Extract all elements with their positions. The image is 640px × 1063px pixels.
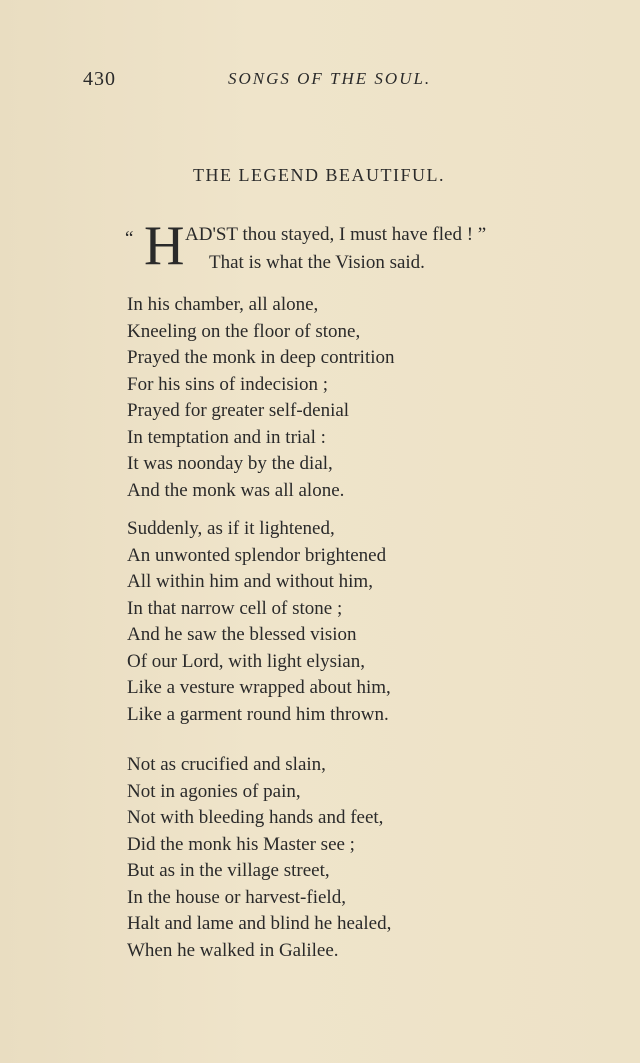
verse-line: In temptation and in trial : [127,426,326,448]
opening-line-1: AD'ST thou stayed, I must have fled ! ” [185,224,487,245]
verse-line: An unwonted splendor brightened [127,544,387,566]
verse-line: And the monk was all alone. [127,479,345,501]
verse-line: In his chamber, all alone, [127,294,319,315]
verse-line: All within him and without him, [127,571,373,592]
verse-line: But as in the village street, [127,860,330,881]
poem-title: THE LEGEND BEAUTIFUL. [193,165,445,185]
stanza-3 [127,752,391,964]
verse-line: Not in agonies of pain, [127,780,301,802]
poem-opening [125,215,595,282]
verse-line: Of our Lord, with light elysian, [127,650,365,672]
verse-line: Prayed for greater self-denial [127,400,350,421]
opening-quote-mark: “ [125,228,134,249]
verse-line: It was noonday by the dial, [127,453,333,474]
verse-line: Halt and lame and blind he healed, [127,913,392,934]
verse-line: For his sins of indecision ; [127,373,329,395]
verse-line: Suddenly, as if it lightened, [127,518,335,539]
verse-line: Did the monk his Master see ; [127,833,355,855]
verse-line: When he walked in Galilee. [127,939,339,961]
verse-line: In the house or harvest-field, [127,886,346,908]
verse-line: Not as crucified and slain, [127,754,326,775]
verse-line: And he saw the blessed vision [127,624,357,645]
page-number: 430 [83,68,116,90]
stanza-2 [127,516,391,728]
verse-line: In that narrow cell of stone ; [127,597,343,619]
verse-line: Kneeling on the floor of stone, [127,320,361,342]
verse-line: Like a garment round him thrown. [127,703,389,725]
stanza-1 [127,292,395,504]
opening-line-2: That is what the Vision said. [209,252,425,273]
verse-line: Prayed the monk in deep contrition [127,347,395,368]
verse-line: Like a vesture wrapped about him, [127,677,391,698]
drop-cap: H [144,215,185,277]
running-head: SONGS OF THE SOUL. [228,69,432,88]
verse-line: Not with bleeding hands and feet, [127,807,384,828]
